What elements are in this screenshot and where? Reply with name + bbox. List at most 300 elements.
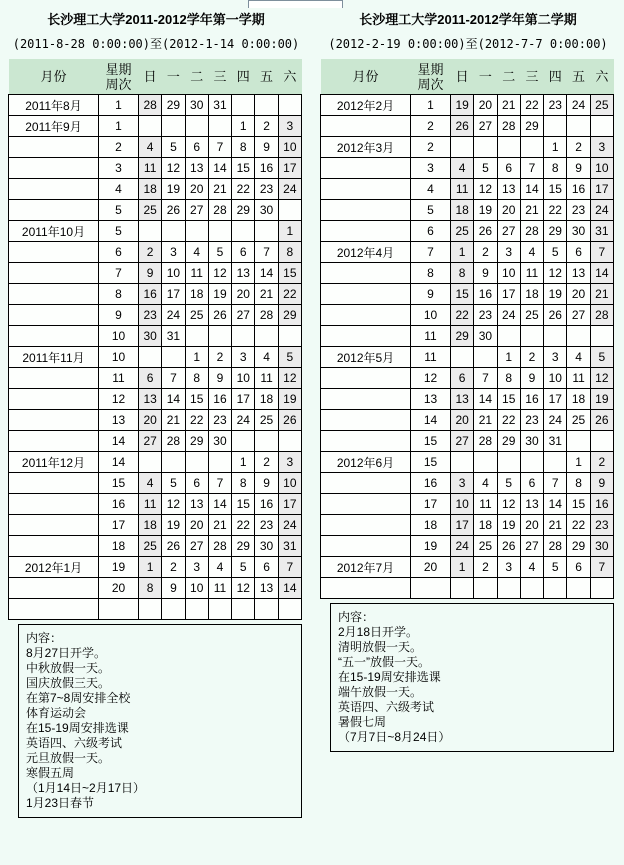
month-cell xyxy=(321,368,411,389)
date-cell: 15 xyxy=(232,494,255,515)
date-cell: 27 xyxy=(185,200,208,221)
date-cell: 5 xyxy=(497,473,520,494)
date-cell xyxy=(590,116,613,137)
date-cell: 2 xyxy=(255,452,278,473)
week-number-cell: 3 xyxy=(411,158,451,179)
month-cell xyxy=(321,515,411,536)
date-cell: 28 xyxy=(497,116,520,137)
day-header-sun: 日 xyxy=(139,59,162,95)
calendar-week-row xyxy=(9,599,302,620)
date-cell: 27 xyxy=(497,221,520,242)
note-line: 端午放假一天。 xyxy=(338,685,423,699)
date-cell: 23 xyxy=(255,515,278,536)
calendar-week-row xyxy=(9,452,302,473)
date-cell: 21 xyxy=(544,515,567,536)
date-cell xyxy=(497,137,520,158)
date-cell: 6 xyxy=(497,158,520,179)
date-cell xyxy=(232,221,255,242)
date-cell: 9 xyxy=(162,578,185,599)
calendar-week-row xyxy=(321,452,614,473)
week-number-cell: 18 xyxy=(99,536,139,557)
date-cell xyxy=(185,452,208,473)
date-cell: 29 xyxy=(544,221,567,242)
date-cell: 19 xyxy=(451,95,474,116)
date-cell: 17 xyxy=(590,179,613,200)
date-cell: 19 xyxy=(208,284,231,305)
month-cell xyxy=(9,179,99,200)
note-line: 在15-19周安排选课 xyxy=(338,670,441,684)
date-cell: 7 xyxy=(520,158,543,179)
date-cell: 8 xyxy=(139,578,162,599)
calendar-week-row xyxy=(9,305,302,326)
date-cell: 23 xyxy=(520,410,543,431)
month-cell: 2012年2月 xyxy=(321,95,411,116)
date-cell: 1 xyxy=(232,452,255,473)
month-cell xyxy=(9,305,99,326)
calendar-week-row xyxy=(321,536,614,557)
week-number-cell xyxy=(411,578,451,599)
date-cell: 29 xyxy=(520,116,543,137)
date-cell: 24 xyxy=(567,95,590,116)
date-cell xyxy=(474,137,497,158)
week-column-header xyxy=(99,59,139,95)
date-cell: 21 xyxy=(474,410,497,431)
date-cell xyxy=(139,116,162,137)
date-cell: 12 xyxy=(474,179,497,200)
date-cell xyxy=(544,578,567,599)
month-cell xyxy=(321,389,411,410)
calendar-week-row xyxy=(9,347,302,368)
date-cell: 3 xyxy=(162,242,185,263)
date-cell: 26 xyxy=(162,200,185,221)
date-cell: 24 xyxy=(451,536,474,557)
date-cell: 9 xyxy=(139,263,162,284)
calendar-week-row xyxy=(9,536,302,557)
calendar-week-row xyxy=(321,158,614,179)
date-cell xyxy=(474,347,497,368)
date-cell xyxy=(278,326,301,347)
calendar-week-row xyxy=(321,494,614,515)
date-cell: 22 xyxy=(185,410,208,431)
month-cell xyxy=(9,200,99,221)
date-cell: 9 xyxy=(474,263,497,284)
week-number-cell: 5 xyxy=(411,200,451,221)
date-cell: 17 xyxy=(278,494,301,515)
date-cell xyxy=(162,452,185,473)
note-line: 体育运动会 xyxy=(26,706,87,720)
date-cell xyxy=(185,326,208,347)
date-cell xyxy=(497,452,520,473)
day-header-fri: 五 xyxy=(567,59,590,95)
month-cell xyxy=(321,263,411,284)
calendar-week-row xyxy=(9,221,302,242)
date-cell: 20 xyxy=(497,200,520,221)
date-cell: 20 xyxy=(520,515,543,536)
month-cell xyxy=(321,494,411,515)
date-cell: 15 xyxy=(185,389,208,410)
month-cell xyxy=(321,284,411,305)
date-cell: 7 xyxy=(208,473,231,494)
date-cell: 21 xyxy=(497,95,520,116)
date-cell: 26 xyxy=(208,305,231,326)
calendar-week-row xyxy=(321,95,614,116)
date-cell: 20 xyxy=(474,95,497,116)
date-cell: 2 xyxy=(139,242,162,263)
week-number-cell: 6 xyxy=(411,221,451,242)
week-number-cell: 6 xyxy=(99,242,139,263)
date-cell: 14 xyxy=(278,578,301,599)
calendar-week-row xyxy=(9,263,302,284)
date-cell xyxy=(474,578,497,599)
day-header-thu: 四 xyxy=(232,59,255,95)
date-cell: 11 xyxy=(208,578,231,599)
date-cell: 13 xyxy=(451,389,474,410)
date-cell xyxy=(185,599,208,620)
date-cell: 17 xyxy=(497,284,520,305)
week-number-cell: 19 xyxy=(411,536,451,557)
date-cell: 8 xyxy=(567,473,590,494)
date-cell: 6 xyxy=(520,473,543,494)
date-cell: 28 xyxy=(520,221,543,242)
calendar-week-row xyxy=(321,557,614,578)
date-cell xyxy=(162,599,185,620)
month-column-header: 月份 xyxy=(9,59,99,95)
semester-2-notes-box xyxy=(330,603,614,752)
month-cell: 2011年9月 xyxy=(9,116,99,137)
date-cell: 16 xyxy=(255,494,278,515)
week-number-cell xyxy=(99,599,139,620)
date-cell: 25 xyxy=(255,410,278,431)
date-cell: 10 xyxy=(451,494,474,515)
day-header-thu: 四 xyxy=(544,59,567,95)
date-cell: 2 xyxy=(474,557,497,578)
date-cell: 30 xyxy=(185,95,208,116)
date-cell: 15 xyxy=(544,179,567,200)
calendar-week-row xyxy=(9,494,302,515)
month-cell: 2012年5月 xyxy=(321,347,411,368)
date-cell: 29 xyxy=(497,431,520,452)
month-cell: 2012年1月 xyxy=(9,557,99,578)
date-cell xyxy=(544,116,567,137)
calendar-week-row xyxy=(9,242,302,263)
date-cell: 4 xyxy=(185,242,208,263)
date-cell xyxy=(208,599,231,620)
date-cell: 23 xyxy=(208,410,231,431)
day-header-sun: 日 xyxy=(451,59,474,95)
date-cell xyxy=(278,431,301,452)
calendar-week-row xyxy=(321,179,614,200)
date-cell: 3 xyxy=(278,452,301,473)
month-cell xyxy=(321,431,411,452)
calendar-week-row xyxy=(9,284,302,305)
week-number-cell: 13 xyxy=(411,389,451,410)
date-cell: 10 xyxy=(544,368,567,389)
date-cell: 13 xyxy=(567,263,590,284)
semester-2-title: 长沙理工大学2011-2012学年第二学期 xyxy=(359,12,577,27)
month-cell xyxy=(9,494,99,515)
week-number-cell: 10 xyxy=(99,347,139,368)
note-line: 暑假七周 xyxy=(338,715,387,729)
date-cell: 14 xyxy=(544,494,567,515)
note-line: 内容： xyxy=(338,610,375,624)
date-cell: 5 xyxy=(474,158,497,179)
date-cell: 22 xyxy=(232,179,255,200)
date-cell: 1 xyxy=(451,242,474,263)
month-cell xyxy=(9,473,99,494)
month-cell: 2011年11月 xyxy=(9,347,99,368)
date-cell xyxy=(567,326,590,347)
date-cell: 29 xyxy=(162,95,185,116)
month-cell xyxy=(321,200,411,221)
date-cell xyxy=(255,326,278,347)
date-cell: 30 xyxy=(139,326,162,347)
week-number-cell: 13 xyxy=(99,410,139,431)
date-cell xyxy=(520,326,543,347)
date-cell: 7 xyxy=(278,557,301,578)
note-line: 内容： xyxy=(26,631,63,645)
month-cell xyxy=(9,578,99,599)
date-cell: 1 xyxy=(185,347,208,368)
date-cell: 8 xyxy=(278,242,301,263)
week-number-cell: 4 xyxy=(411,179,451,200)
day-header-sat: 六 xyxy=(278,59,301,95)
week-number-cell: 3 xyxy=(99,158,139,179)
month-cell xyxy=(9,263,99,284)
date-cell: 8 xyxy=(232,137,255,158)
week-number-cell: 8 xyxy=(411,263,451,284)
date-cell: 19 xyxy=(590,389,613,410)
week-number-cell: 18 xyxy=(411,515,451,536)
date-cell: 4 xyxy=(520,242,543,263)
calendar-week-row xyxy=(321,431,614,452)
calendar-week-row xyxy=(321,410,614,431)
note-line: 在15-19周安排选课 xyxy=(26,721,129,735)
date-cell xyxy=(544,452,567,473)
date-cell: 6 xyxy=(567,242,590,263)
date-cell xyxy=(208,116,231,137)
date-cell: 6 xyxy=(232,242,255,263)
date-cell: 19 xyxy=(162,179,185,200)
month-cell: 2011年8月 xyxy=(9,95,99,116)
date-cell: 15 xyxy=(278,263,301,284)
date-cell xyxy=(520,137,543,158)
date-cell: 18 xyxy=(451,200,474,221)
date-cell: 6 xyxy=(255,557,278,578)
date-cell: 5 xyxy=(162,137,185,158)
date-cell xyxy=(590,326,613,347)
date-cell: 26 xyxy=(162,536,185,557)
date-cell: 5 xyxy=(232,557,255,578)
date-cell: 30 xyxy=(567,221,590,242)
date-cell: 21 xyxy=(255,284,278,305)
date-cell: 3 xyxy=(590,137,613,158)
date-cell: 16 xyxy=(139,284,162,305)
date-cell: 14 xyxy=(255,263,278,284)
date-cell: 2 xyxy=(590,452,613,473)
day-header-sat: 六 xyxy=(590,59,613,95)
date-cell xyxy=(451,578,474,599)
date-cell: 27 xyxy=(567,305,590,326)
date-cell: 12 xyxy=(162,158,185,179)
date-cell: 26 xyxy=(278,410,301,431)
date-cell: 31 xyxy=(544,431,567,452)
week-number-cell: 11 xyxy=(411,347,451,368)
date-cell: 4 xyxy=(139,137,162,158)
date-cell xyxy=(139,599,162,620)
week-number-cell: 11 xyxy=(411,326,451,347)
date-cell: 16 xyxy=(474,284,497,305)
date-cell: 4 xyxy=(567,347,590,368)
date-cell xyxy=(567,116,590,137)
date-cell: 29 xyxy=(567,536,590,557)
date-cell xyxy=(162,347,185,368)
month-cell xyxy=(9,284,99,305)
date-cell: 28 xyxy=(139,95,162,116)
semester-1-title: 长沙理工大学2011-2012学年第一学期 xyxy=(47,12,265,27)
calendar-week-row xyxy=(9,389,302,410)
date-cell xyxy=(278,95,301,116)
date-cell xyxy=(185,116,208,137)
date-cell: 5 xyxy=(544,242,567,263)
week-number-cell: 7 xyxy=(411,242,451,263)
week-number-cell: 8 xyxy=(99,284,139,305)
semester-1-panel xyxy=(0,0,312,818)
date-cell: 17 xyxy=(278,158,301,179)
date-cell xyxy=(139,347,162,368)
date-cell: 16 xyxy=(567,179,590,200)
date-cell: 28 xyxy=(544,536,567,557)
date-cell: 30 xyxy=(590,536,613,557)
week-header-line2: 周次 xyxy=(417,76,444,92)
date-cell: 21 xyxy=(208,179,231,200)
date-cell: 18 xyxy=(185,284,208,305)
date-cell: 19 xyxy=(278,389,301,410)
date-cell: 7 xyxy=(255,242,278,263)
month-cell xyxy=(9,536,99,557)
date-cell: 3 xyxy=(544,347,567,368)
date-cell: 23 xyxy=(590,515,613,536)
date-cell: 8 xyxy=(544,158,567,179)
date-cell: 15 xyxy=(232,158,255,179)
month-cell xyxy=(9,410,99,431)
date-cell: 4 xyxy=(139,473,162,494)
week-number-cell: 19 xyxy=(99,557,139,578)
note-line: 元旦放假一天。 xyxy=(26,751,111,765)
calendar-week-row xyxy=(9,578,302,599)
week-number-cell: 9 xyxy=(99,305,139,326)
date-cell: 17 xyxy=(544,389,567,410)
note-line: 寒假五周 xyxy=(26,766,75,780)
date-cell: 14 xyxy=(520,179,543,200)
month-cell xyxy=(9,599,99,620)
date-cell: 8 xyxy=(451,263,474,284)
date-cell: 9 xyxy=(567,158,590,179)
date-cell: 12 xyxy=(232,578,255,599)
date-cell: 10 xyxy=(590,158,613,179)
date-cell: 5 xyxy=(208,242,231,263)
semester-2-calendar-table xyxy=(320,59,614,599)
date-cell: 6 xyxy=(139,368,162,389)
date-cell: 26 xyxy=(474,221,497,242)
date-cell: 17 xyxy=(162,284,185,305)
semester-2-date-range: (2012-2-19 0:00:00)至(2012-7-7 0:00:00) xyxy=(328,37,608,51)
week-number-cell: 16 xyxy=(99,494,139,515)
date-cell: 7 xyxy=(208,137,231,158)
date-cell xyxy=(567,578,590,599)
note-line: 英语四、六级考试 xyxy=(26,736,123,750)
date-cell: 20 xyxy=(185,179,208,200)
date-cell: 25 xyxy=(567,410,590,431)
month-cell xyxy=(321,578,411,599)
month-cell xyxy=(9,158,99,179)
date-cell: 2 xyxy=(162,557,185,578)
week-number-cell: 7 xyxy=(99,263,139,284)
month-cell: 2011年12月 xyxy=(9,452,99,473)
calendar-week-row xyxy=(321,137,614,158)
date-cell: 14 xyxy=(474,389,497,410)
date-cell: 31 xyxy=(278,536,301,557)
date-cell: 28 xyxy=(474,431,497,452)
day-header-tue: 二 xyxy=(185,59,208,95)
calendar-week-row xyxy=(321,326,614,347)
date-cell: 18 xyxy=(567,389,590,410)
date-cell xyxy=(208,326,231,347)
week-number-cell: 2 xyxy=(99,137,139,158)
date-cell: 19 xyxy=(497,515,520,536)
note-line: 在第7~8周安排全校 xyxy=(26,691,131,705)
semester-1-calendar-table xyxy=(8,59,302,620)
date-cell: 10 xyxy=(278,473,301,494)
calendar-week-row xyxy=(321,116,614,137)
date-cell: 27 xyxy=(232,305,255,326)
date-cell: 14 xyxy=(208,494,231,515)
date-cell: 15 xyxy=(567,494,590,515)
note-line: “五一”放假一天。 xyxy=(338,655,430,669)
month-cell xyxy=(321,473,411,494)
date-cell: 12 xyxy=(162,494,185,515)
date-cell xyxy=(590,431,613,452)
date-cell: 30 xyxy=(520,431,543,452)
date-cell: 12 xyxy=(208,263,231,284)
date-cell: 13 xyxy=(185,158,208,179)
date-cell: 6 xyxy=(451,368,474,389)
date-cell: 22 xyxy=(520,95,543,116)
date-cell: 10 xyxy=(278,137,301,158)
date-cell: 26 xyxy=(497,536,520,557)
calendar-week-row xyxy=(9,95,302,116)
date-cell: 7 xyxy=(544,473,567,494)
date-cell: 1 xyxy=(278,221,301,242)
week-number-cell: 2 xyxy=(411,116,451,137)
date-cell xyxy=(232,95,255,116)
date-cell xyxy=(520,452,543,473)
date-cell: 23 xyxy=(544,95,567,116)
date-cell: 7 xyxy=(474,368,497,389)
week-number-cell: 5 xyxy=(99,200,139,221)
day-header-wed: 三 xyxy=(520,59,543,95)
date-cell: 6 xyxy=(185,473,208,494)
date-cell: 3 xyxy=(451,473,474,494)
date-cell: 16 xyxy=(520,389,543,410)
date-cell xyxy=(474,452,497,473)
date-cell: 2 xyxy=(208,347,231,368)
date-cell: 11 xyxy=(451,179,474,200)
semester-1-date-range: (2011-8-28 0:00:00)至(2012-1-14 0:00:00) xyxy=(12,37,300,51)
date-cell xyxy=(232,431,255,452)
date-cell: 11 xyxy=(139,494,162,515)
date-cell: 10 xyxy=(497,263,520,284)
note-line: 1月23日春节 xyxy=(26,796,95,810)
